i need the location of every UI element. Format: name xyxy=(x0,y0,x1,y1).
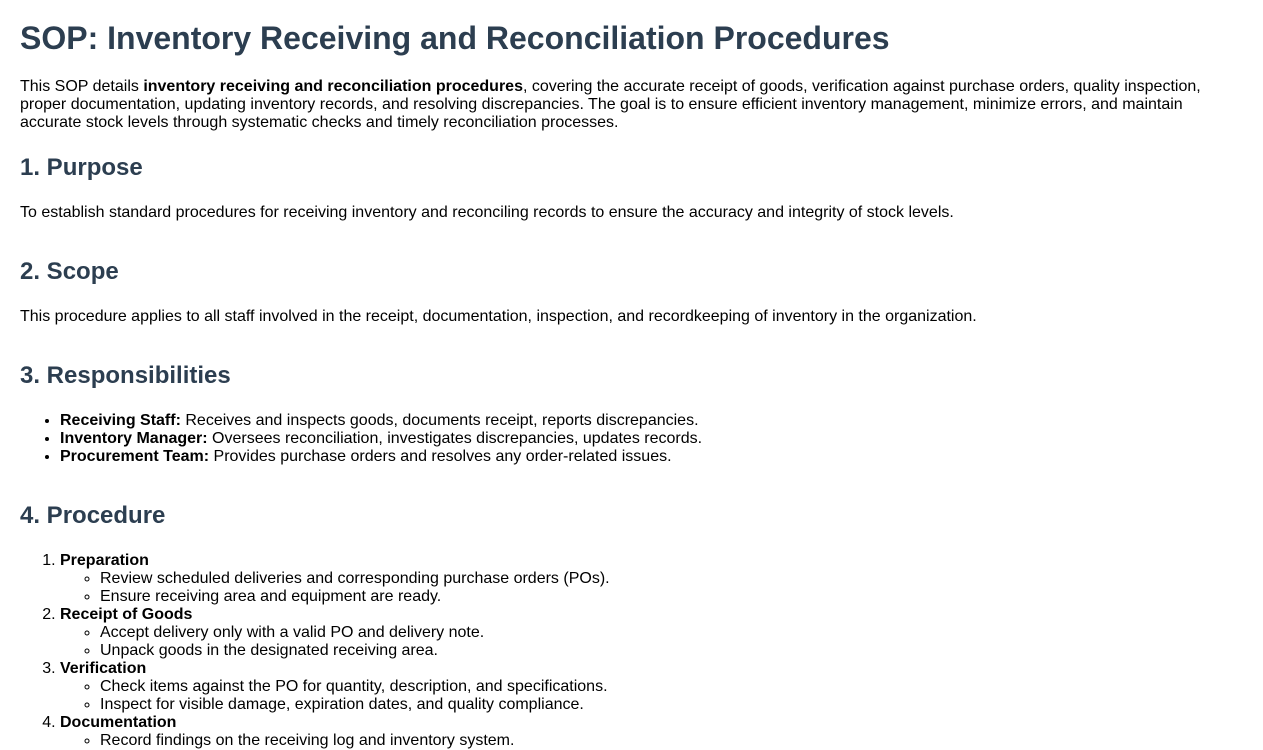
responsibility-item xyxy=(60,448,1243,466)
responsibility-item xyxy=(60,412,1243,430)
purpose-heading: 1. Purpose xyxy=(20,154,143,181)
step-title: Documentation xyxy=(60,714,177,731)
responsibilities-heading: 3. Responsibilities xyxy=(20,362,231,389)
step-substeps xyxy=(60,732,1243,750)
step-title: Preparation xyxy=(60,552,149,569)
procedure-heading: 4. Procedure xyxy=(20,502,166,529)
substep: ◦ Check items against the PO for quantity, description, and specifications. xyxy=(100,678,1243,696)
step-substeps xyxy=(60,624,1243,660)
intro-bold: inventory receiving and reconciliation procedures xyxy=(143,78,523,95)
procedure-step xyxy=(60,660,1243,714)
procedure-steps xyxy=(20,552,1243,750)
substep: ◦ Accept delivery only with a valid PO and delivery note. xyxy=(100,624,1243,642)
step-substeps xyxy=(60,678,1243,714)
scope-heading: 2. Scope xyxy=(20,258,119,285)
responsibility-desc: Receives and inspects goods, documents receipt, reports discrepancies. xyxy=(180,412,699,429)
responsibility-role: Inventory Manager: xyxy=(60,430,208,447)
responsibility-desc: Oversees reconciliation, investigates discrepancies, updates records. xyxy=(207,430,703,447)
page-title: SOP: Inventory Receiving and Reconciliation Procedures xyxy=(20,20,890,56)
substep: ◦ Review scheduled deliveries and corresponding purchase orders (POs). xyxy=(100,570,1243,588)
substep: ◦ Inspect for visible damage, expiration dates, and quality compliance. xyxy=(100,696,1243,714)
substep: ◦ Ensure receiving area and equipment are ready. xyxy=(100,588,1243,606)
substep: ◦ Unpack goods in the designated receiving area. xyxy=(100,642,1243,660)
responsibility-desc: Provides purchase orders and resolves any order-related issues. xyxy=(209,448,672,465)
responsibilities-list xyxy=(20,412,1243,466)
procedure-step xyxy=(60,714,1243,750)
scope-text: This procedure applies to all staff involved in the receipt, documentation, inspection, and recordkeeping of inventory in the organization. xyxy=(20,308,977,325)
step-title: Receipt of Goods xyxy=(60,606,193,623)
procedure-step xyxy=(60,606,1243,660)
step-title: Verification xyxy=(60,660,147,677)
substep: ◦ Record findings on the receiving log and inventory system. xyxy=(100,732,1243,750)
responsibility-item xyxy=(60,430,1243,448)
procedure-step xyxy=(60,552,1243,606)
intro-prefix: This SOP details xyxy=(20,78,144,95)
purpose-text: To establish standard procedures for receiving inventory and reconciling records to ensure the accuracy and integrity of stock levels. xyxy=(20,204,954,221)
intro-paragraph xyxy=(20,78,1220,132)
intro-suffix: , covering the accurate receipt of goods, verification against purchase orders, quality inspection, proper documentation, updating inventory records, and resolving discrepancies. The goal is to ensure efficient inventory management, minimize errors, and maintain accurate stock levels through systematic checks and timely reconciliation processes. xyxy=(20,78,1201,131)
responsibility-role: Procurement Team: xyxy=(60,448,210,465)
responsibility-role: Receiving Staff: xyxy=(60,412,181,429)
step-substeps xyxy=(60,570,1243,606)
